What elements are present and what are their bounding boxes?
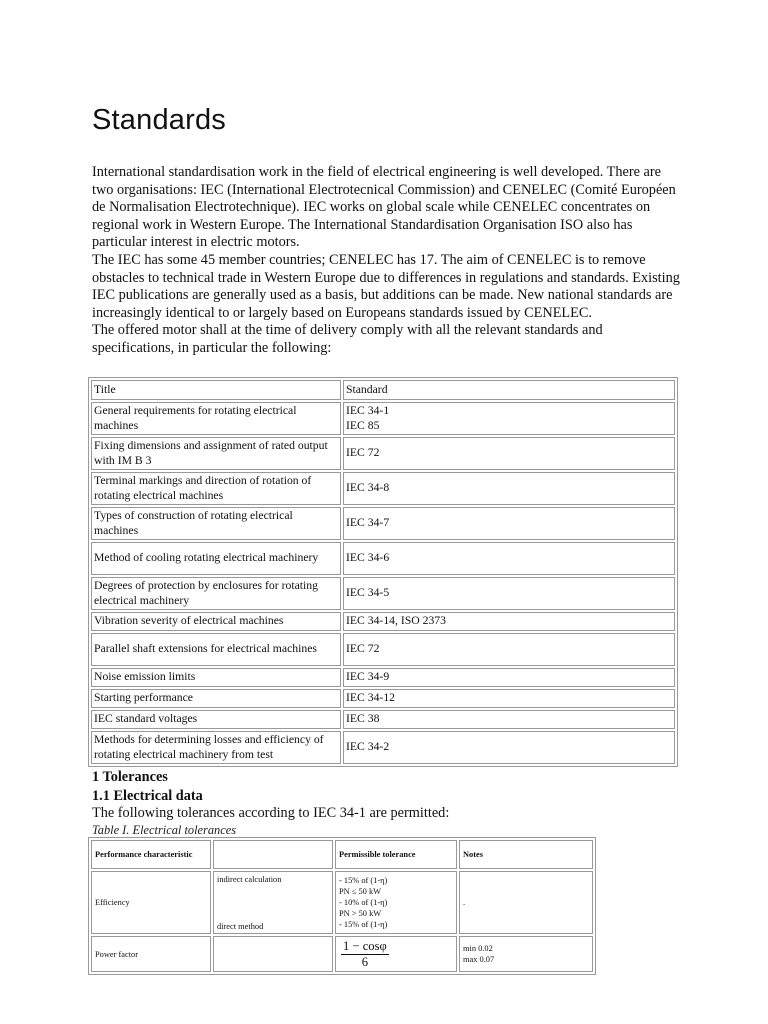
row-standard: IEC 34-14, ISO 2373 bbox=[343, 612, 675, 631]
section-text: The following tolerances according to IEC 34-1 are permitted: bbox=[92, 805, 450, 821]
row-methods bbox=[213, 871, 333, 934]
formula-denominator: 6 bbox=[361, 954, 369, 969]
tolerance-line: - 10% of (1-η) bbox=[339, 898, 388, 907]
table-row bbox=[91, 612, 675, 631]
row-standard: IEC 34-5 bbox=[343, 577, 675, 610]
intro-text bbox=[92, 164, 682, 358]
tolerances-table bbox=[88, 837, 596, 975]
tolerance-line: PN ≤ 50 kW bbox=[339, 887, 382, 896]
table-row bbox=[91, 633, 675, 666]
row-title: Noise emission limits bbox=[91, 668, 341, 687]
header-blank bbox=[213, 840, 333, 869]
row-standard: IEC 72 bbox=[343, 633, 675, 666]
standards-table bbox=[88, 377, 678, 767]
row-formula bbox=[335, 936, 457, 972]
table-row bbox=[91, 731, 675, 764]
intro-paragraph: International standardisation work in the field of electrical engineering is well developed. There are two organisations: IEC (International Electrotecnical Commission) and CENELEC (Comité Européen de Normalisation Electrotechnique). IEC works on global scale while CENELEC concentrates on regional work in Western Europe. The International Standardisation Organisation ISO also has particular interest in electric motors. bbox=[92, 164, 676, 251]
intro-paragraph: The offered motor shall at the time of delivery comply with all the relevant standards and specifications, in particular the following: bbox=[92, 322, 603, 356]
row-title: Starting performance bbox=[91, 689, 341, 708]
table-row bbox=[91, 668, 675, 687]
tolerance-line: - 15% of (1-η) bbox=[339, 876, 388, 885]
standard-code: IEC 34-1 bbox=[346, 404, 390, 417]
header-tolerance: Permissible tolerance bbox=[335, 840, 457, 869]
row-notes bbox=[459, 936, 593, 972]
table-row bbox=[91, 507, 675, 540]
row-notes: . bbox=[459, 871, 593, 934]
table-caption: Table I. Electrical tolerances bbox=[92, 823, 237, 837]
row-blank bbox=[213, 936, 333, 972]
row-standard: IEC 34-8 bbox=[343, 472, 675, 505]
row-label: Power factor bbox=[91, 936, 211, 972]
table-row bbox=[91, 577, 675, 610]
row-title: Method of cooling rotating electrical machinery bbox=[91, 542, 341, 575]
row-tolerance bbox=[335, 871, 457, 934]
row-title: Degrees of protection by enclosures for rotating electrical machinery bbox=[91, 577, 341, 610]
row-title: Fixing dimensions and assignment of rated output with IM B 3 bbox=[91, 437, 341, 470]
table-row bbox=[91, 472, 675, 505]
section-heading: 1 Tolerances bbox=[92, 769, 168, 785]
row-title: Types of construction of rotating electrical machines bbox=[91, 507, 341, 540]
header-standard: Standard bbox=[343, 380, 675, 400]
table-row bbox=[91, 710, 675, 729]
row-standard: IEC 34-12 bbox=[343, 689, 675, 708]
row-standard: IEC 72 bbox=[343, 437, 675, 470]
subsection-heading: 1.1 Electrical data bbox=[92, 788, 203, 804]
method-label: direct method bbox=[217, 922, 264, 931]
header-title: Title bbox=[91, 380, 341, 400]
table-header-row bbox=[91, 380, 675, 400]
row-standard: IEC 38 bbox=[343, 710, 675, 729]
row-standard: IEC 34-6 bbox=[343, 542, 675, 575]
table-row bbox=[91, 689, 675, 708]
table-header-row bbox=[91, 840, 593, 869]
row-title: Parallel shaft extensions for electrical machines bbox=[91, 633, 341, 666]
row-standard: IEC 34-2 bbox=[343, 731, 675, 764]
table-row bbox=[91, 437, 675, 470]
tolerance-line: PN > 50 kW bbox=[339, 909, 382, 918]
header-notes: Notes bbox=[459, 840, 593, 869]
table-row bbox=[91, 402, 675, 435]
row-title: General requirements for rotating electrical machines bbox=[91, 402, 341, 435]
row-title: Terminal markings and direction of rotation of rotating electrical machines bbox=[91, 472, 341, 505]
row-standard bbox=[343, 402, 675, 435]
row-standard: IEC 34-7 bbox=[343, 507, 675, 540]
note-line: min 0.02 bbox=[463, 944, 493, 953]
row-title: Methods for determining losses and efficiency of rotating electrical machinery from test bbox=[91, 731, 341, 764]
standard-code: IEC 85 bbox=[346, 418, 380, 432]
row-standard: IEC 34-9 bbox=[343, 668, 675, 687]
table-row bbox=[91, 936, 593, 972]
formula-fraction bbox=[341, 939, 389, 970]
note-line: max 0.07 bbox=[463, 955, 495, 964]
row-label: Efficiency bbox=[91, 871, 211, 934]
row-title: IEC standard voltages bbox=[91, 710, 341, 729]
tolerance-line: - 15% of (1-η) bbox=[339, 920, 388, 929]
page-title: Standards bbox=[92, 104, 226, 136]
method-label: indirect calculation bbox=[217, 875, 282, 884]
header-performance: Performance characteristic bbox=[91, 840, 211, 869]
row-title: Vibration severity of electrical machines bbox=[91, 612, 341, 631]
formula-numerator: 1 − cosφ bbox=[343, 938, 387, 953]
intro-paragraph: The IEC has some 45 member countries; CENELEC has 17. The aim of CENELEC is to remove obstacles to technical trade in Western Europe due to differences in regulations and standards. Existing IEC publications are generally used as a basis, but additions can be made. New national standards are increasingly identical to or largely based on Europeans standards issued by CENELEC. bbox=[92, 251, 680, 321]
table-row bbox=[91, 871, 593, 934]
table-row bbox=[91, 542, 675, 575]
